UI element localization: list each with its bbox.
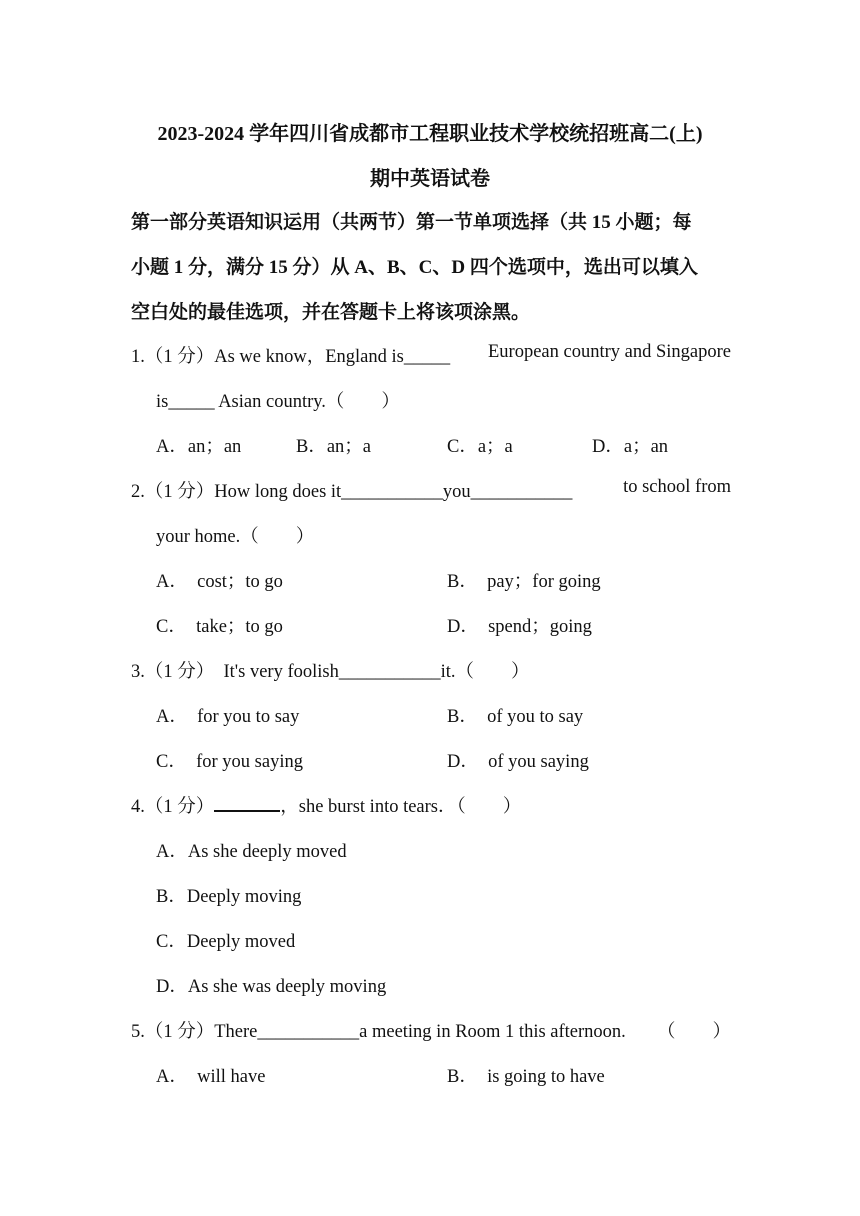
question-2-option-c[interactable]: C． take；to go bbox=[156, 617, 283, 637]
question-1-option-b[interactable]: B．an；a bbox=[296, 437, 372, 457]
question-2-stem-a: 2.（1 分）How long does it___________you___________ bbox=[131, 482, 573, 502]
question-3-option-a[interactable]: A． for you to say bbox=[156, 707, 300, 727]
question-4-line-1 bbox=[131, 792, 521, 818]
exam-title-line-2: 期中英语试卷 bbox=[370, 168, 490, 190]
question-3-option-c[interactable]: C． for you saying bbox=[156, 752, 303, 772]
question-2-option-b[interactable]: B． pay；for going bbox=[447, 572, 601, 592]
question-1-stem-a: 1.（1 分）As we know，England is_____ bbox=[131, 347, 451, 367]
question-3-line-1: 3.（1 分） It's very foolish___________it.（ ） bbox=[131, 662, 530, 682]
question-2-option-a[interactable]: A． cost；to go bbox=[156, 572, 283, 592]
instructions-line-2: 小题 1 分，满分 15 分）从 A、B、C、D 四个选项中，选出可以填入 bbox=[131, 257, 698, 278]
question-4-option-a[interactable]: A．As she deeply moved bbox=[156, 842, 347, 862]
question-1-line-1 bbox=[131, 342, 731, 368]
question-1-stem-b: European country and Singapore bbox=[488, 342, 731, 362]
question-1-line-2: is_____ Asian country.（ ） bbox=[156, 392, 400, 412]
question-5-stem-a: 5.（1 分）There___________a meeting in Room 1 this afternoon. bbox=[131, 1022, 626, 1042]
instructions-line-3: 空白处的最佳选项，并在答题卡上将该项涂黑。 bbox=[131, 302, 531, 323]
question-4-stem-post: ，she burst into tears．（ ） bbox=[280, 797, 522, 817]
question-4-option-b[interactable]: B．Deeply moving bbox=[156, 887, 302, 907]
question-1-option-c[interactable]: C．a；a bbox=[447, 437, 513, 457]
question-5-option-a[interactable]: A． will have bbox=[156, 1067, 266, 1087]
question-5-line-1 bbox=[131, 1017, 731, 1043]
question-4-option-c[interactable]: C．Deeply moved bbox=[156, 932, 296, 952]
instructions-line-1: 第一部分英语知识运用（共两节）第一节单项选择（共 15 小题；每 bbox=[131, 212, 692, 233]
question-4-blank bbox=[214, 809, 280, 812]
question-1-option-a[interactable]: A．an；an bbox=[156, 437, 242, 457]
question-1-option-d[interactable]: D．a；an bbox=[592, 437, 669, 457]
question-5-option-b[interactable]: B． is going to have bbox=[447, 1067, 605, 1087]
question-5-stem-b: （ ） bbox=[656, 1022, 731, 1042]
question-2-stem-b: to school from bbox=[623, 477, 731, 497]
question-4-stem-pre: 4.（1 分） bbox=[131, 797, 215, 817]
question-4-option-d[interactable]: D．As she was deeply moving bbox=[156, 977, 387, 997]
question-2-option-d[interactable]: D． spend；going bbox=[447, 617, 592, 637]
question-2-line-1 bbox=[131, 477, 731, 503]
question-2-line-2: your home.（ ） bbox=[156, 527, 315, 547]
exam-title-line-1: 2023-2024 学年四川省成都市工程职业技术学校统招班高二(上) bbox=[157, 123, 703, 145]
question-3-option-b[interactable]: B． of you to say bbox=[447, 707, 584, 727]
question-3-option-d[interactable]: D． of you saying bbox=[447, 752, 589, 772]
